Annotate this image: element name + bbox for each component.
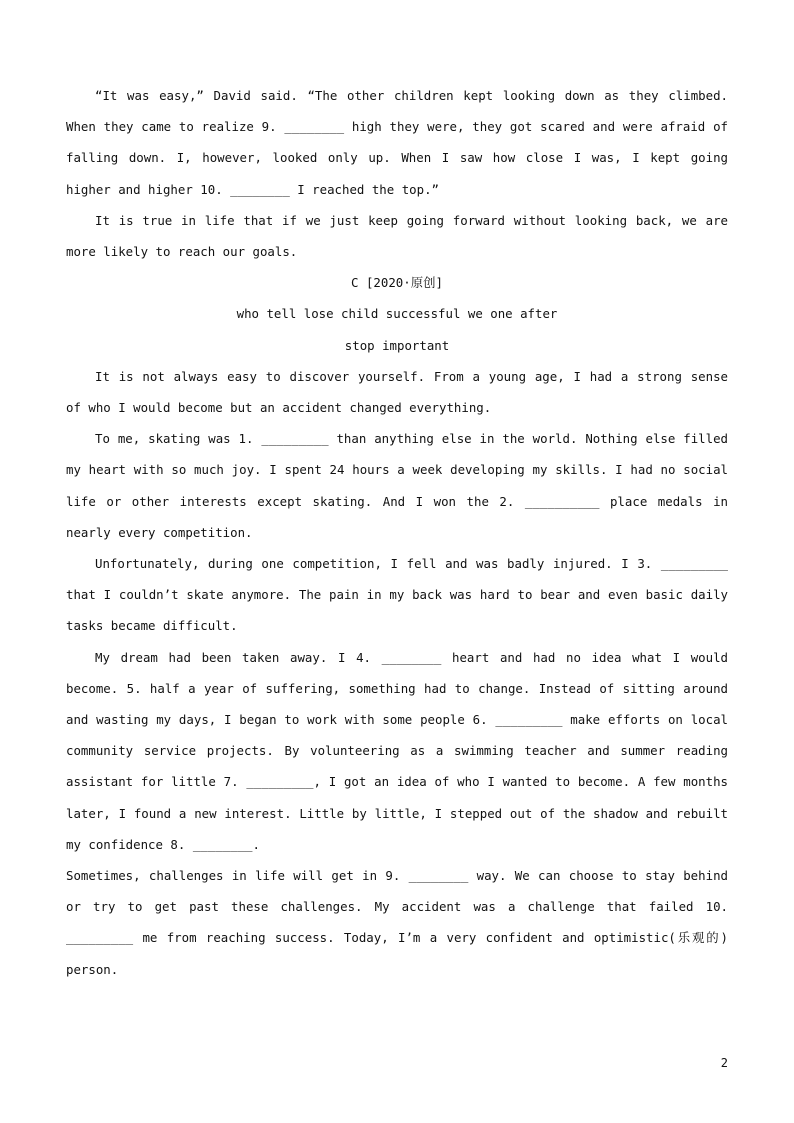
page-content <box>66 80 728 985</box>
word-bank-line-1: who tell lose child successful we one after <box>236 306 558 322</box>
paragraph-intro: It is not always easy to discover yourself. From a young age, I had a strong sense of who I would become but an accident changed everything. <box>66 368 728 416</box>
paragraph-dream: My dream had been taken away. I 4. ________ heart and had no idea what I would become. 5. half a year of suffering, something had to change. Instead of sitting around and wasting my days, I began to work with some people 6. _________ make efforts on local community service projects. By volunteering as a swimming teacher and summer reading assistant for little 7. _________, I got an idea of who I wanted to become. A few months later, I found a new interest. Little by little, I stepped out of the shadow and rebuilt my confidence 8. ________. <box>66 649 728 852</box>
word-bank-line-2: stop important <box>344 337 450 353</box>
paragraph-moral: It is true in life that if we just keep going forward without looking back, we are more likely to reach our goals. <box>66 212 728 260</box>
paragraph-injury: Unfortunately, during one competition, I fell and was badly injured. I 3. _________ that I couldn’t skate anymore. The pain in my back was hard to bear and even basic daily tasks became difficult. <box>66 556 728 634</box>
paragraph-challenges: Sometimes, challenges in life will get in 9. ________ way. We can choose to stay behind or try to get past these challenges. My accident was a challenge that failed 10. _________ me from reaching success. Today, I’m a very confident and optimistic(乐观的) person. <box>66 868 728 977</box>
page-number: 2 <box>720 1056 728 1070</box>
section-c-heading: C [2020·原创] <box>351 275 443 291</box>
paragraph-david-quote: “It was easy,” David said. “The other children kept looking down as they climbed. When they came to realize 9. ________ high they were, they got scared and were afraid of falling down. I, however, looked only up. When I saw how close I was, I kept going higher and higher 10. ________ I reached the top.” <box>66 88 728 197</box>
paragraph-skating: To me, skating was 1. _________ than anything else in the world. Nothing else filled my heart with so much joy. I spent 24 hours a week developing my skills. I had no social life or other interests except skating. And I won the 2. __________ place medals in nearly every competition. <box>66 431 728 540</box>
